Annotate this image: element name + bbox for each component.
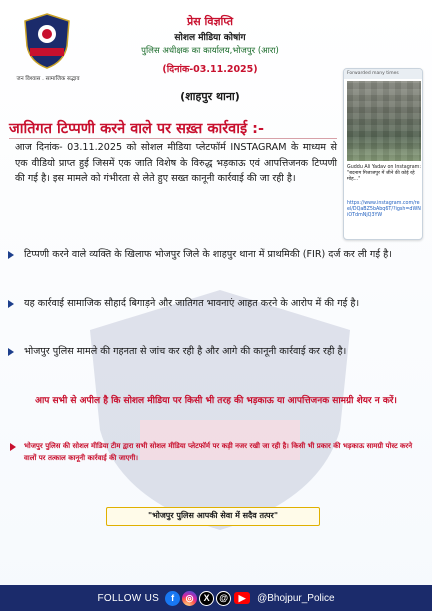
footer-bar bbox=[0, 585, 432, 611]
public-appeal: आप सभी से अपील है कि सोशल मीडिया पर किसी भी तरह की भड़काऊ या आपत्तिजनक सामग्री शेयर न करें। bbox=[35, 396, 397, 406]
youtube-icon[interactable]: ▶ bbox=[234, 592, 250, 604]
instagram-post-screenshot bbox=[343, 68, 423, 240]
threads-icon[interactable]: @ bbox=[216, 591, 231, 606]
post-link: https://www.instagram.com/reel/DQaBZ5bAbq6T/?igsh=dWNiOTdmNjQ3YW bbox=[347, 201, 421, 218]
slogan-box: "भोजपुर पुलिस आपकी सेवा में सदैव तत्पर" bbox=[106, 507, 320, 526]
bullet-text: भोजपुर पुलिस मामले की गहनता से जांच कर रही है और आगे की कानूनी कार्रवाई कर रही है। bbox=[24, 346, 347, 357]
facebook-icon[interactable]: f bbox=[165, 591, 180, 606]
bihar-police-watermark-icon bbox=[70, 280, 370, 540]
social-handle[interactable]: @Bhojpur_Police bbox=[257, 592, 335, 604]
press-release-title: प्रेस विज्ञप्ति bbox=[186, 15, 234, 28]
list-item bbox=[8, 247, 422, 263]
police-station: (शाहपुर थाना) bbox=[180, 90, 240, 103]
bullet-arrow-icon bbox=[8, 300, 14, 308]
follow-us-label: FOLLOW US bbox=[97, 592, 160, 604]
bullet-arrow-icon bbox=[8, 348, 14, 356]
office-name: पुलिस अधीक्षक का कार्यालय,भोजपुर (आरा) bbox=[141, 46, 279, 56]
bullet-text: टिप्पणी करने वाले व्यक्ति के खिलाफ भोजपुर जिले के शाहपुर थाना में प्राथमिकी (FIR) दर्ज कर ली गई है। bbox=[24, 249, 392, 260]
bihar-police-logo-icon bbox=[22, 12, 72, 70]
notice-arrow-icon bbox=[10, 443, 16, 451]
blurred-person-image bbox=[347, 81, 421, 161]
bullet-arrow-icon bbox=[8, 251, 14, 259]
post-forwarded-label: Forwarded many times bbox=[344, 69, 422, 79]
list-item bbox=[8, 344, 422, 360]
headline-divider bbox=[9, 138, 337, 139]
intro-paragraph: आज दिनांक- 03.11.2025 को सोशल मीडिया प्लेटफॉर्म INSTAGRAM के माध्यम से एक वीडियो प्राप्त हुई जिसमें एक जाति विशेष के विरुद्ध भड़काऊ एवं आपत्तिजनक टिप्पणी की गई है। इस मामले को गंभीरता से लेते हुए सख्त कानूनी कार्रवाई की जा रही है। bbox=[15, 142, 337, 184]
instagram-icon[interactable]: ◎ bbox=[182, 591, 197, 606]
list-item bbox=[8, 296, 422, 312]
release-date: (दिनांक-03.11.2025) bbox=[162, 64, 258, 75]
bullet-text: यह कार्रवाई सामाजिक सौहार्द बिगाड़ने और जातिगत भावनाएं आहत करने के आरोप में की गई है। bbox=[24, 298, 360, 309]
post-caption: Guddu Ali Yadav on Instagram: "बदनाम मिजाजपुर में जीने की कोई रहे मोह..." bbox=[347, 165, 421, 182]
monitoring-notice bbox=[10, 440, 422, 464]
notice-text: भोजपुर पुलिस की सोशल मीडिया टीम द्वारा सभी सोशल मीडिया प्लेटफॉर्म पर कड़ी नजर रखी जा रही है। किसी भी प्रकार की भड़काऊ सामग्री पोस्ट करने वालों पर तत्काल कानूनी कार्रवाई की जाएगी। bbox=[24, 442, 413, 462]
headline: जातिगत टिप्पणी करने वाले पर सख़्त कार्रवाई :- bbox=[9, 121, 264, 137]
social-media-cell: सोशल मीडिया कोषांग bbox=[174, 33, 246, 43]
x-icon[interactable]: X bbox=[199, 591, 214, 606]
logo-tagline: जन विश्वास . सामाजिक सद्भाव bbox=[16, 76, 80, 82]
